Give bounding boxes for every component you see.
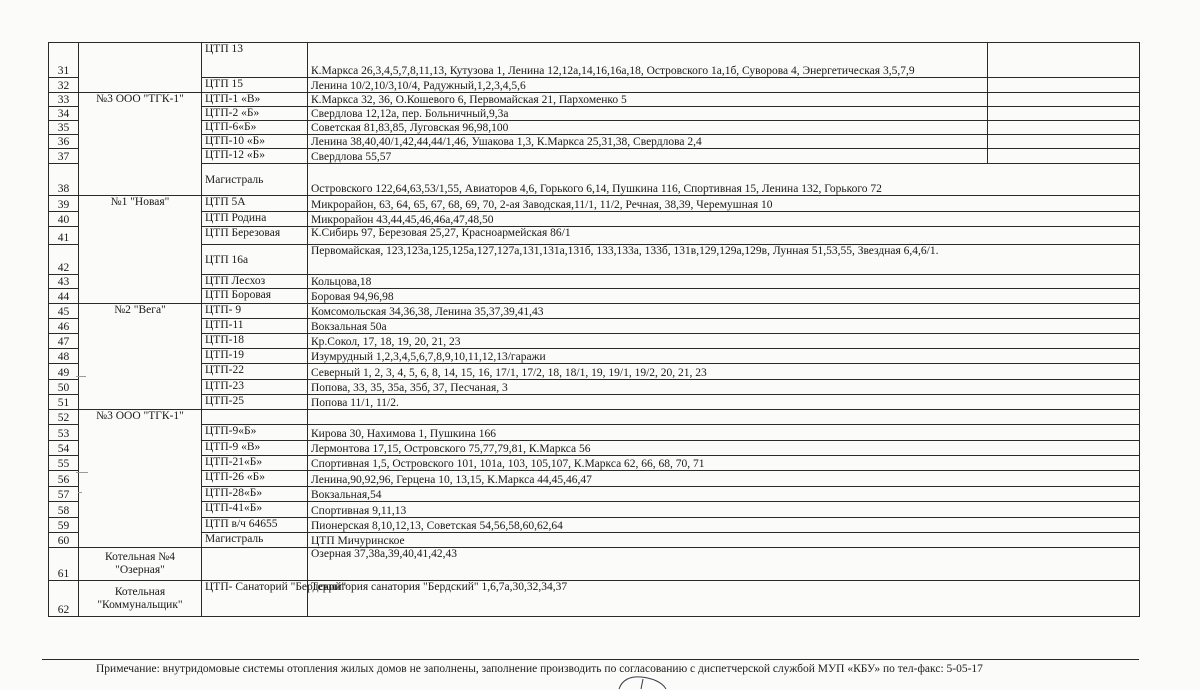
table-row [49,425,1140,441]
org-cell [79,43,202,93]
ctp-cell: ЦТП- Санаторий "Бердский" [202,581,308,617]
address-cell: Микрорайон, 63, 64, 65, 67, 68, 69, 70, 2-ая Заводская,11/1, 11/2, Речная, 38,39, Черемушная 10 [308,196,1140,212]
address-cell: К.Маркса 32, 36, О.Кошевого 6, Первомайская 21, Пархоменко 5 [308,93,988,107]
table-row [49,364,1140,380]
ctp-cell: Магистраль [202,164,308,196]
address-cell: К.Маркса 26,3,4,5,7,8,11,13, Кутузова 1, Ленина 12,12а,14,16,16а,18, Островского 1а,1б, Суворова 4, Энергетическая 3,5,7,9 [308,43,988,78]
row-number: 41 [49,227,79,245]
address-text: Первомайская, 123,123а,125,125а,127,127а,131,131а,131б, 133,133а, 133б, 131в,129,129а,129в, Лунная 51,53,55, Звездная 6,4,6/1. [311,245,939,257]
empty-cell [988,149,1140,164]
table-row [49,227,1140,245]
row-number: 62 [49,581,79,617]
table-row [49,380,1140,395]
table-row [49,245,1140,275]
table-row [49,304,1140,319]
org-cell: Котельная "Коммунальщик" [79,581,202,617]
row-number: 51 [49,395,79,410]
table-row [49,502,1140,518]
address-cell: Территория санатория "Бердский" 1,6,7а,30,32,34,37 [308,581,1140,617]
address-cell: Попова, 33, 35, 35а, 35б, 37, Песчаная, 3 [308,380,1140,395]
ctp-cell: ЦТП-19 [202,349,308,364]
empty-cell [988,121,1140,135]
ctp-cell: ЦТП 15 [202,78,308,93]
row-number: 44 [49,289,79,304]
table-row [49,441,1140,456]
table-row [49,349,1140,364]
ctp-cell: Магистраль [202,533,308,548]
empty-cell [988,78,1140,93]
ctp-cell: ЦТП-18 [202,334,308,349]
table-row [49,319,1140,334]
ctp-cell: ЦТП-41«Б» [202,502,308,518]
footnote: Примечание: внутридомовые системы отопления жилых домов не заполнены, заполнение производить по согласованию с диспетчерской службой МУП «КБУ» по тел-факс: 5-05-17 [96,663,983,675]
scan-mark [78,492,82,493]
table-row [49,275,1140,289]
address-cell: Вокзальная 50а [308,319,1140,334]
scan-mark [76,376,86,377]
row-number: 36 [49,135,79,149]
row-number: 60 [49,533,79,548]
row-number: 55 [49,456,79,471]
address-cell: Микрорайон 43,44,45,46,46а,47,48,50 [308,212,1140,227]
address-cell: ЦТП Мичуринское [308,533,1140,548]
address-cell: Кр.Сокол, 17, 18, 19, 20, 21, 23 [308,334,1140,349]
table-row [49,78,1140,93]
empty-cell [988,43,1140,78]
address-cell [308,245,1140,275]
ctp-cell: ЦТП-26 «Б» [202,471,308,487]
handwritten-mark [616,674,668,690]
address-cell: Северный 1, 2, 3, 4, 5, 6, 8, 14, 15, 16, 17/1, 17/2, 18, 18/1, 19, 19/1, 19/2, 20, 21, 23 [308,364,1140,380]
table-row [49,395,1140,410]
row-number: 48 [49,349,79,364]
row-number: 53 [49,425,79,441]
address-cell: Спортивная 1,5, Островского 101, 101а, 103, 105,107, К.Маркса 62, 66, 68, 70, 71 [308,456,1140,471]
heating-table [48,42,1140,617]
row-number: 38 [49,164,79,196]
row-number: 32 [49,78,79,93]
table-row [49,212,1140,227]
table-row [49,93,1140,107]
address-cell: Островского 122,64,63,53/1,55, Авиаторов 4,6, Горького 6,14, Пушкина 116, Спортивная 15, Ленина 132, Горького 72 [308,164,1140,196]
ctp-cell: ЦТП Березовая [202,227,308,245]
row-number: 50 [49,380,79,395]
address-cell: Советская 81,83,85, Луговская 96,98,100 [308,121,988,135]
empty-cell [988,135,1140,149]
address-cell: Лермонтова 17,15, Островского 75,77,79,81, К.Маркса 56 [308,441,1140,456]
address-cell: Пионерская 8,10,12,13, Советская 54,56,58,60,62,64 [308,518,1140,533]
table-row [49,487,1140,502]
row-number: 47 [49,334,79,349]
table-row [49,581,1140,617]
ctp-cell: ЦТП-9 «В» [202,441,308,456]
ctp-cell [202,548,308,581]
address-cell: К.Сибирь 97, Березовая 25,27, Красноармейская 86/1 [308,227,1140,245]
row-number: 58 [49,502,79,518]
row-number: 61 [49,548,79,581]
table-row [49,43,1140,78]
row-number: 31 [49,43,79,78]
ctp-cell: ЦТП- 9 [202,304,308,319]
ctp-cell: ЦТП-21«Б» [202,456,308,471]
row-number: 54 [49,441,79,456]
address-cell: Боровая 94,96,98 [308,289,1140,304]
address-cell: Ленина 10/2,10/3,10/4, Радужный,1,2,3,4,5,6 [308,78,988,93]
address-cell: Ленина,90,92,96, Герцена 10, 13,15, К.Маркса 44,45,46,47 [308,471,1140,487]
address-cell [308,410,1140,425]
row-number: 49 [49,364,79,380]
table-row [49,149,1140,164]
ctp-cell: ЦТП-9«Б» [202,425,308,441]
row-number: 52 [49,410,79,425]
address-cell: Кольцова,18 [308,275,1140,289]
ctp-cell: ЦТП в/ч 64655 [202,518,308,533]
table-row [49,548,1140,581]
table-row [49,456,1140,471]
address-cell: Спортивная 9,11,13 [308,502,1140,518]
ctp-cell: ЦТП Лесхоз [202,275,308,289]
ctp-cell: ЦТП-12 «Б» [202,149,308,164]
row-number: 46 [49,319,79,334]
table-row [49,164,1140,196]
table-row [49,289,1140,304]
row-number: 57 [49,487,79,502]
ctp-cell: ЦТП-11 [202,319,308,334]
table-row [49,518,1140,533]
empty-cell [988,93,1140,107]
table-row [49,533,1140,548]
row-number: 37 [49,149,79,164]
table-row [49,196,1140,212]
ctp-cell: ЦТП Родина [202,212,308,227]
ctp-cell: ЦТП 16а [202,245,308,275]
row-number: 40 [49,212,79,227]
address-cell: Комсомольская 34,36,38, Ленина 35,37,39,41,43 [308,304,1140,319]
table-row [49,107,1140,121]
note-divider [42,659,1139,660]
address-cell: Озерная 37,38а,39,40,41,42,43 [308,548,1140,581]
address-cell: Изумрудный 1,2,3,4,5,6,7,8,9,10,11,12,13/гаражи [308,349,1140,364]
org-cell: №1 "Новая" [79,196,202,304]
row-number: 39 [49,196,79,212]
ctp-cell: ЦТП-22 [202,364,308,380]
row-number: 35 [49,121,79,135]
table-row [49,410,1140,425]
row-number: 34 [49,107,79,121]
address-cell: Кирова 30, Нахимова 1, Пушкина 166 [308,425,1140,441]
ctp-cell: ЦТП Боровая [202,289,308,304]
ctp-cell: ЦТП-25 [202,395,308,410]
address-cell: Ленина 38,40,40/1,42,44,44/1,46, Ушакова 1,3, К.Маркса 25,31,38, Свердлова 2,4 [308,135,988,149]
ctp-cell: ЦТП-2 «Б» [202,107,308,121]
table-row [49,135,1140,149]
org-cell: №3 ООО "ТГК-1" [79,410,202,548]
address-cell: Свердлова 55,57 [308,149,988,164]
address-cell: Свердлова 12,12а, пер. Больничный,9,3а [308,107,988,121]
empty-cell [988,107,1140,121]
org-cell: №3 ООО "ТГК-1" [79,93,202,196]
ctp-cell: ЦТП-28«Б» [202,487,308,502]
ctp-cell: ЦТП 5А [202,196,308,212]
address-cell: Вокзальная,54 [308,487,1140,502]
org-cell: Котельная №4 "Озерная" [79,548,202,581]
table-row [49,121,1140,135]
row-number: 56 [49,471,79,487]
ctp-cell: ЦТП 13 [202,43,308,78]
ctp-cell: ЦТП-1 «В» [202,93,308,107]
ctp-cell: ЦТП-6«Б» [202,121,308,135]
table-row [49,334,1140,349]
row-number: 42 [49,245,79,275]
row-number: 59 [49,518,79,533]
ctp-cell [202,410,308,425]
org-cell: №2 "Вега" [79,304,202,410]
row-number: 43 [49,275,79,289]
row-number: 45 [49,304,79,319]
table-row [49,471,1140,487]
address-cell: Попова 11/1, 11/2. [308,395,1140,410]
ctp-cell: ЦТП-10 «Б» [202,135,308,149]
scan-mark [76,472,88,473]
ctp-cell: ЦТП-23 [202,380,308,395]
row-number: 33 [49,93,79,107]
